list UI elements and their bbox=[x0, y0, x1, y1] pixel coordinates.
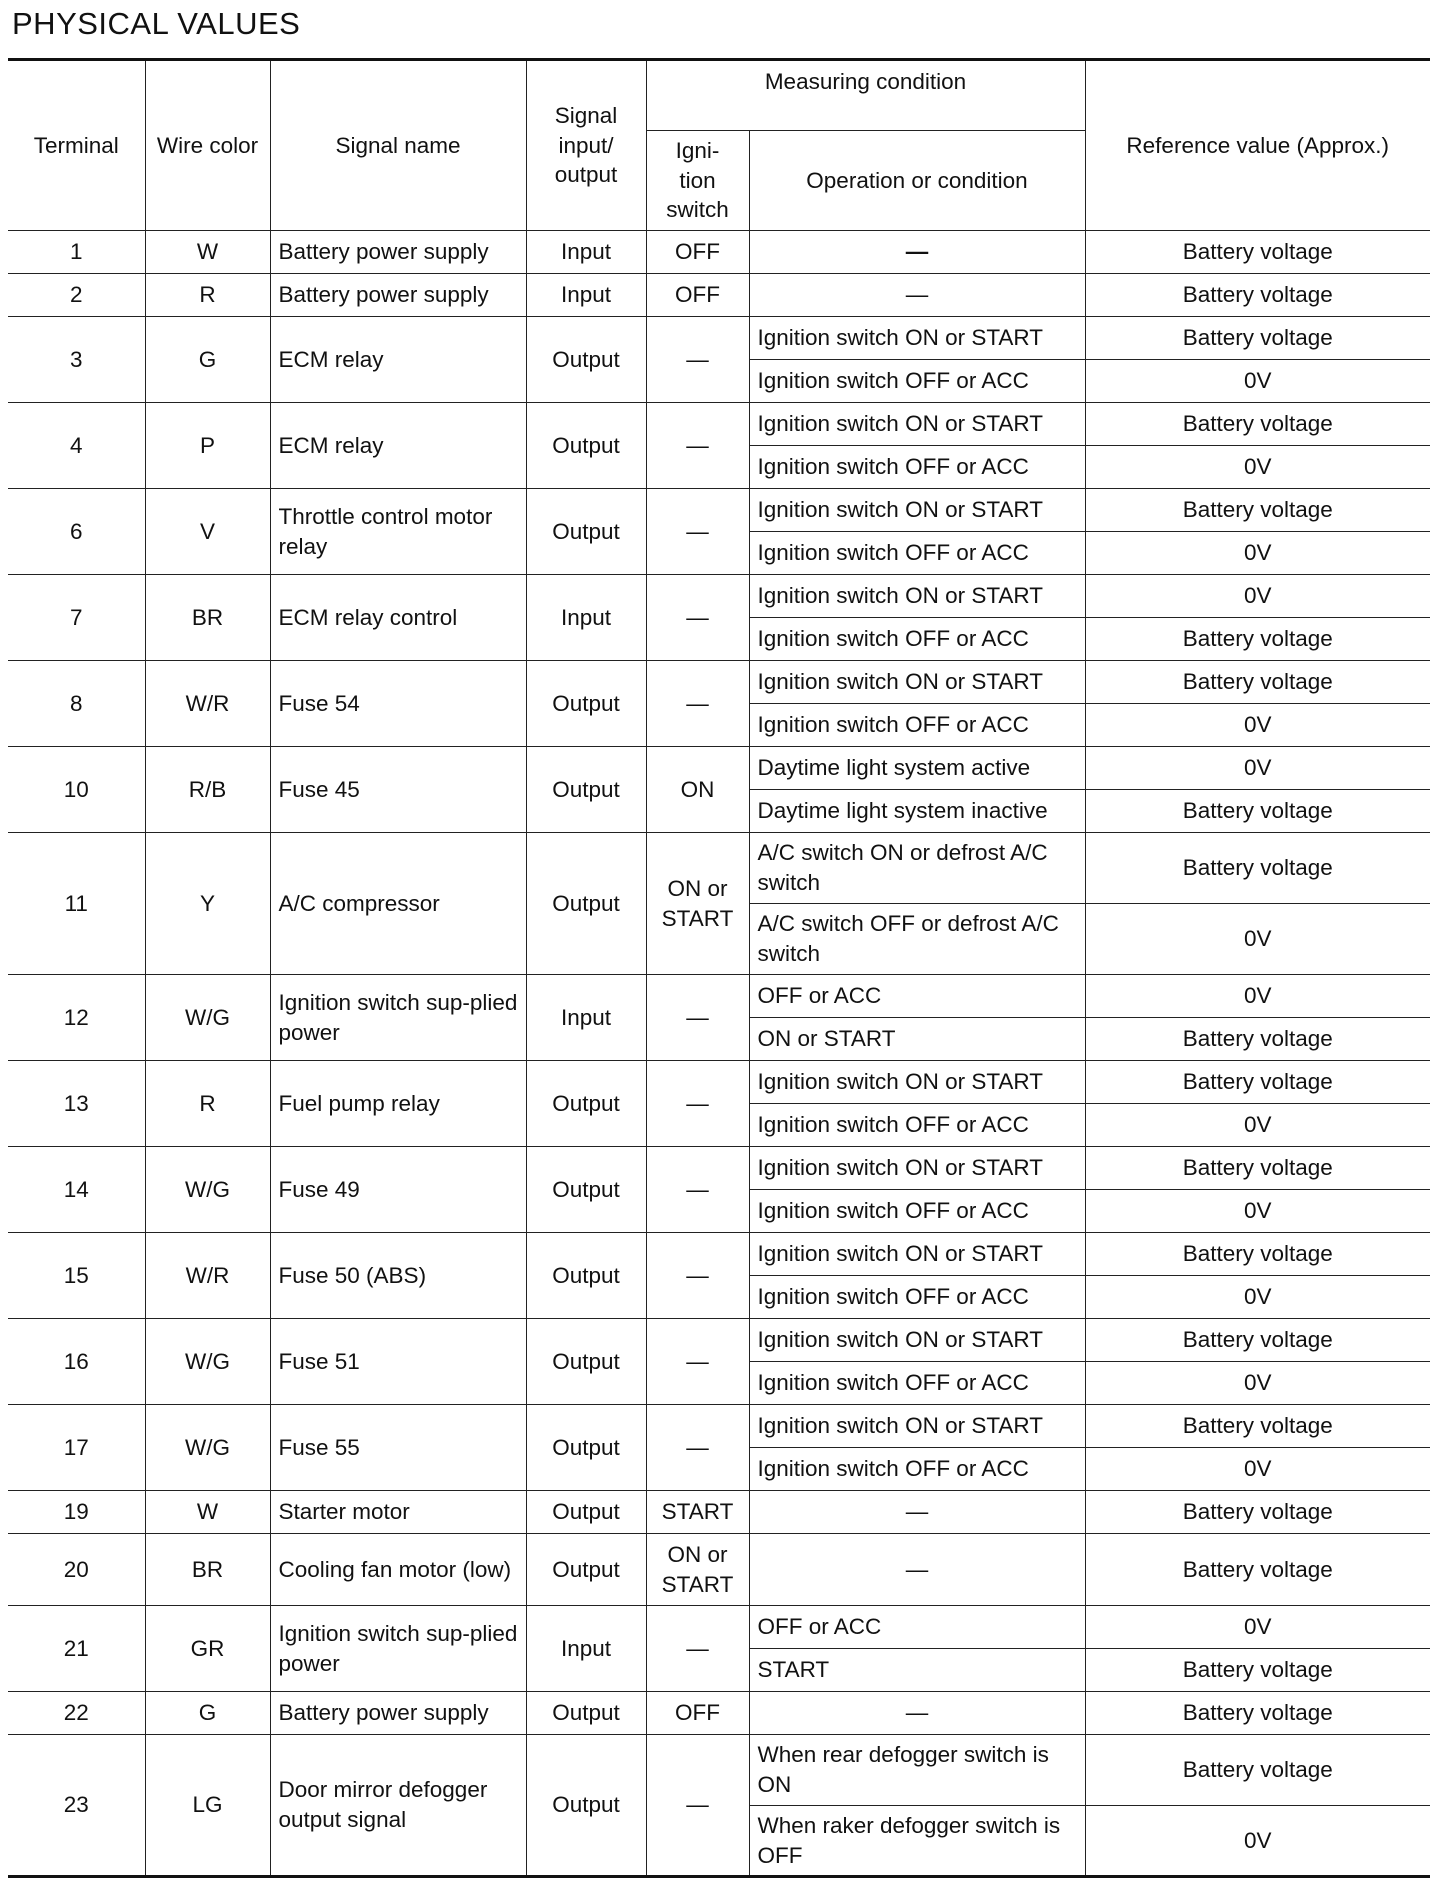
cell-wire-color: R/B bbox=[145, 747, 270, 833]
cell-ignition-switch: OFF bbox=[646, 231, 749, 274]
cell-terminal: 1 bbox=[8, 231, 145, 274]
cell-operation-condition: Daytime light system inactive bbox=[749, 790, 1085, 833]
cell-signal-io: Output bbox=[526, 1147, 646, 1233]
cell-signal-name: A/C compressor bbox=[270, 833, 526, 975]
cell-ignition-switch: — bbox=[646, 403, 749, 489]
cell-signal-name: Fuel pump relay bbox=[270, 1061, 526, 1147]
cell-terminal: 14 bbox=[8, 1147, 145, 1233]
table-row bbox=[8, 274, 1430, 317]
cell-wire-color: BR bbox=[145, 575, 270, 661]
table-row bbox=[8, 1534, 1430, 1606]
cell-signal-io: Output bbox=[526, 1319, 646, 1405]
table-row bbox=[8, 403, 1430, 446]
cell-wire-color: W bbox=[145, 231, 270, 274]
cell-wire-color: W/G bbox=[145, 1147, 270, 1233]
cell-reference-value: 0V bbox=[1085, 575, 1430, 618]
cell-operation-condition: Daytime light system active bbox=[749, 747, 1085, 790]
cell-operation-condition: A/C switch ON or defrost A/C switch bbox=[749, 833, 1085, 904]
physical-values-table bbox=[8, 58, 1430, 1878]
cell-wire-color: W/G bbox=[145, 1319, 270, 1405]
cell-wire-color: V bbox=[145, 489, 270, 575]
cell-reference-value: Battery voltage bbox=[1085, 661, 1430, 704]
cell-reference-value: Battery voltage bbox=[1085, 274, 1430, 317]
cell-reference-value: 0V bbox=[1085, 904, 1430, 975]
cell-signal-io: Output bbox=[526, 403, 646, 489]
physical-values-table-wrapper bbox=[8, 58, 1430, 1878]
cell-signal-name: Fuse 49 bbox=[270, 1147, 526, 1233]
header-signal-name: Signal name bbox=[270, 60, 526, 231]
header-wire-color: Wire color bbox=[145, 60, 270, 231]
cell-signal-name: ECM relay bbox=[270, 317, 526, 403]
cell-signal-io: Output bbox=[526, 1061, 646, 1147]
cell-ignition-switch: — bbox=[646, 1147, 749, 1233]
table-row bbox=[8, 975, 1430, 1018]
cell-reference-value: Battery voltage bbox=[1085, 1692, 1430, 1735]
cell-signal-name: Fuse 55 bbox=[270, 1405, 526, 1491]
cell-operation-condition: Ignition switch ON or START bbox=[749, 661, 1085, 704]
cell-operation-condition: Ignition switch OFF or ACC bbox=[749, 618, 1085, 661]
cell-terminal: 2 bbox=[8, 274, 145, 317]
cell-terminal: 11 bbox=[8, 833, 145, 975]
cell-signal-name: Starter motor bbox=[270, 1491, 526, 1534]
table-row bbox=[8, 833, 1430, 904]
cell-reference-value: 0V bbox=[1085, 1104, 1430, 1147]
cell-signal-io: Input bbox=[526, 575, 646, 661]
cell-signal-name: Battery power supply bbox=[270, 274, 526, 317]
cell-terminal: 10 bbox=[8, 747, 145, 833]
cell-reference-value: Battery voltage bbox=[1085, 489, 1430, 532]
cell-operation-condition: Ignition switch OFF or ACC bbox=[749, 1104, 1085, 1147]
cell-wire-color: W/G bbox=[145, 1405, 270, 1491]
cell-terminal: 3 bbox=[8, 317, 145, 403]
cell-reference-value: Battery voltage bbox=[1085, 317, 1430, 360]
cell-reference-value: 0V bbox=[1085, 1806, 1430, 1877]
cell-reference-value: Battery voltage bbox=[1085, 618, 1430, 661]
cell-terminal: 17 bbox=[8, 1405, 145, 1491]
cell-wire-color: W/G bbox=[145, 975, 270, 1061]
cell-signal-io: Output bbox=[526, 489, 646, 575]
cell-ignition-switch: — bbox=[646, 1405, 749, 1491]
cell-terminal: 23 bbox=[8, 1735, 145, 1877]
cell-operation-condition: When raker defogger switch is OFF bbox=[749, 1806, 1085, 1877]
cell-reference-value: Battery voltage bbox=[1085, 231, 1430, 274]
table-row bbox=[8, 1405, 1430, 1448]
cell-reference-value: Battery voltage bbox=[1085, 1147, 1430, 1190]
header-measuring-condition: Measuring condition bbox=[646, 60, 1085, 131]
cell-ignition-switch: ON bbox=[646, 747, 749, 833]
cell-terminal: 21 bbox=[8, 1606, 145, 1692]
cell-signal-io: Output bbox=[526, 1491, 646, 1534]
cell-operation-condition: OFF or ACC bbox=[749, 975, 1085, 1018]
cell-operation-condition: Ignition switch ON or START bbox=[749, 1233, 1085, 1276]
cell-wire-color: R bbox=[145, 1061, 270, 1147]
cell-wire-color: W/R bbox=[145, 1233, 270, 1319]
cell-operation-condition: Ignition switch ON or START bbox=[749, 1319, 1085, 1362]
header-ignition-switch: Igni- tion switch bbox=[646, 131, 749, 231]
cell-reference-value: Battery voltage bbox=[1085, 1405, 1430, 1448]
cell-ignition-switch: — bbox=[646, 489, 749, 575]
cell-ignition-switch: — bbox=[646, 1735, 749, 1877]
cell-reference-value: 0V bbox=[1085, 360, 1430, 403]
cell-ignition-switch: — bbox=[646, 1319, 749, 1405]
cell-operation-condition: OFF or ACC bbox=[749, 1606, 1085, 1649]
cell-operation-condition: — bbox=[749, 1534, 1085, 1606]
cell-operation-condition: Ignition switch OFF or ACC bbox=[749, 1190, 1085, 1233]
cell-operation-condition: Ignition switch OFF or ACC bbox=[749, 532, 1085, 575]
cell-terminal: 6 bbox=[8, 489, 145, 575]
cell-signal-name: Door mirror defogger output signal bbox=[270, 1735, 526, 1877]
table-row bbox=[8, 1735, 1430, 1806]
cell-reference-value: 0V bbox=[1085, 1448, 1430, 1491]
cell-operation-condition: A/C switch OFF or defrost A/C switch bbox=[749, 904, 1085, 975]
cell-signal-name: Fuse 51 bbox=[270, 1319, 526, 1405]
page-title: PHYSICAL VALUES bbox=[12, 6, 301, 41]
cell-wire-color: W/R bbox=[145, 661, 270, 747]
cell-signal-io: Output bbox=[526, 1534, 646, 1606]
cell-operation-condition: When rear defogger switch is ON bbox=[749, 1735, 1085, 1806]
cell-ignition-switch: START bbox=[646, 1491, 749, 1534]
cell-signal-name: Fuse 45 bbox=[270, 747, 526, 833]
cell-signal-io: Input bbox=[526, 975, 646, 1061]
cell-terminal: 16 bbox=[8, 1319, 145, 1405]
cell-signal-io: Input bbox=[526, 231, 646, 274]
table-row bbox=[8, 747, 1430, 790]
cell-terminal: 4 bbox=[8, 403, 145, 489]
cell-reference-value: Battery voltage bbox=[1085, 1649, 1430, 1692]
cell-signal-io: Output bbox=[526, 1692, 646, 1735]
cell-terminal: 12 bbox=[8, 975, 145, 1061]
cell-operation-condition: START bbox=[749, 1649, 1085, 1692]
cell-operation-condition: Ignition switch ON or START bbox=[749, 575, 1085, 618]
cell-ignition-switch: — bbox=[646, 661, 749, 747]
cell-ignition-switch: ON or START bbox=[646, 1534, 749, 1606]
cell-operation-condition: Ignition switch ON or START bbox=[749, 317, 1085, 360]
cell-operation-condition: Ignition switch ON or START bbox=[749, 1147, 1085, 1190]
table-row bbox=[8, 1319, 1430, 1362]
cell-wire-color: R bbox=[145, 274, 270, 317]
table-row bbox=[8, 231, 1430, 274]
cell-signal-io: Output bbox=[526, 317, 646, 403]
cell-signal-io: Output bbox=[526, 1405, 646, 1491]
cell-ignition-switch: OFF bbox=[646, 1692, 749, 1735]
cell-reference-value: Battery voltage bbox=[1085, 1491, 1430, 1534]
cell-operation-condition: Ignition switch ON or START bbox=[749, 1405, 1085, 1448]
table-row bbox=[8, 1491, 1430, 1534]
table-row bbox=[8, 661, 1430, 704]
cell-wire-color: P bbox=[145, 403, 270, 489]
cell-operation-condition: Ignition switch OFF or ACC bbox=[749, 1276, 1085, 1319]
cell-reference-value: Battery voltage bbox=[1085, 790, 1430, 833]
cell-wire-color: GR bbox=[145, 1606, 270, 1692]
cell-reference-value: 0V bbox=[1085, 975, 1430, 1018]
cell-operation-condition: — bbox=[749, 274, 1085, 317]
header-operation-condition: Operation or condition bbox=[749, 131, 1085, 231]
cell-signal-name: ECM relay control bbox=[270, 575, 526, 661]
cell-signal-name: ECM relay bbox=[270, 403, 526, 489]
header-reference-value: Reference value (Approx.) bbox=[1085, 60, 1430, 231]
cell-reference-value: 0V bbox=[1085, 1606, 1430, 1649]
cell-terminal: 7 bbox=[8, 575, 145, 661]
cell-signal-io: Output bbox=[526, 833, 646, 975]
cell-signal-name: Fuse 54 bbox=[270, 661, 526, 747]
cell-terminal: 8 bbox=[8, 661, 145, 747]
cell-signal-name: Fuse 50 (ABS) bbox=[270, 1233, 526, 1319]
cell-ignition-switch: — bbox=[646, 975, 749, 1061]
cell-ignition-switch: — bbox=[646, 317, 749, 403]
cell-reference-value: Battery voltage bbox=[1085, 1061, 1430, 1104]
cell-wire-color: G bbox=[145, 317, 270, 403]
table-row bbox=[8, 1233, 1430, 1276]
cell-reference-value: 0V bbox=[1085, 1276, 1430, 1319]
table-row bbox=[8, 1692, 1430, 1735]
cell-operation-condition: ON or START bbox=[749, 1018, 1085, 1061]
cell-ignition-switch: — bbox=[646, 575, 749, 661]
cell-reference-value: Battery voltage bbox=[1085, 1319, 1430, 1362]
cell-signal-name: Throttle control motor relay bbox=[270, 489, 526, 575]
cell-terminal: 22 bbox=[8, 1692, 145, 1735]
cell-reference-value: Battery voltage bbox=[1085, 1534, 1430, 1606]
table-row bbox=[8, 1061, 1430, 1104]
cell-operation-condition: — bbox=[749, 1692, 1085, 1735]
table-row bbox=[8, 575, 1430, 618]
table-body bbox=[8, 231, 1430, 1877]
cell-terminal: 20 bbox=[8, 1534, 145, 1606]
cell-operation-condition: Ignition switch OFF or ACC bbox=[749, 1448, 1085, 1491]
table-row bbox=[8, 1606, 1430, 1649]
cell-ignition-switch: ON or START bbox=[646, 833, 749, 975]
cell-operation-condition: Ignition switch OFF or ACC bbox=[749, 704, 1085, 747]
cell-reference-value: 0V bbox=[1085, 1362, 1430, 1405]
cell-ignition-switch: — bbox=[646, 1061, 749, 1147]
cell-signal-name: Battery power supply bbox=[270, 231, 526, 274]
cell-reference-value: 0V bbox=[1085, 1190, 1430, 1233]
cell-reference-value: Battery voltage bbox=[1085, 1018, 1430, 1061]
header-signal-io: Signal input/ output bbox=[526, 60, 646, 231]
cell-signal-io: Input bbox=[526, 1606, 646, 1692]
cell-ignition-switch: OFF bbox=[646, 274, 749, 317]
table-row bbox=[8, 317, 1430, 360]
cell-wire-color: LG bbox=[145, 1735, 270, 1877]
cell-ignition-switch: — bbox=[646, 1233, 749, 1319]
cell-wire-color: G bbox=[145, 1692, 270, 1735]
cell-operation-condition: Ignition switch OFF or ACC bbox=[749, 1362, 1085, 1405]
cell-signal-io: Output bbox=[526, 661, 646, 747]
cell-reference-value: 0V bbox=[1085, 532, 1430, 575]
cell-terminal: 15 bbox=[8, 1233, 145, 1319]
cell-signal-io: Output bbox=[526, 1233, 646, 1319]
cell-reference-value: Battery voltage bbox=[1085, 1233, 1430, 1276]
cell-signal-io: Output bbox=[526, 1735, 646, 1877]
cell-operation-condition: Ignition switch OFF or ACC bbox=[749, 446, 1085, 489]
cell-operation-condition: Ignition switch ON or START bbox=[749, 1061, 1085, 1104]
cell-signal-io: Input bbox=[526, 274, 646, 317]
cell-terminal: 13 bbox=[8, 1061, 145, 1147]
cell-wire-color: BR bbox=[145, 1534, 270, 1606]
cell-operation-condition: — bbox=[749, 1491, 1085, 1534]
cell-signal-name: Ignition switch sup-plied power bbox=[270, 1606, 526, 1692]
cell-reference-value: Battery voltage bbox=[1085, 1735, 1430, 1806]
cell-wire-color: W bbox=[145, 1491, 270, 1534]
cell-signal-name: Cooling fan motor (low) bbox=[270, 1534, 526, 1606]
cell-reference-value: Battery voltage bbox=[1085, 403, 1430, 446]
cell-operation-condition: Ignition switch ON or START bbox=[749, 489, 1085, 532]
cell-signal-name: Battery power supply bbox=[270, 1692, 526, 1735]
header-terminal: Terminal bbox=[8, 60, 145, 231]
cell-signal-name: Ignition switch sup-plied power bbox=[270, 975, 526, 1061]
cell-operation-condition: Ignition switch ON or START bbox=[749, 403, 1085, 446]
cell-reference-value: Battery voltage bbox=[1085, 833, 1430, 904]
cell-operation-condition: — bbox=[749, 231, 1085, 274]
table-row bbox=[8, 1147, 1430, 1190]
cell-signal-io: Output bbox=[526, 747, 646, 833]
cell-reference-value: 0V bbox=[1085, 747, 1430, 790]
cell-terminal: 19 bbox=[8, 1491, 145, 1534]
cell-reference-value: 0V bbox=[1085, 704, 1430, 747]
cell-operation-condition: Ignition switch OFF or ACC bbox=[749, 360, 1085, 403]
table-row bbox=[8, 489, 1430, 532]
cell-wire-color: Y bbox=[145, 833, 270, 975]
cell-ignition-switch: — bbox=[646, 1606, 749, 1692]
cell-reference-value: 0V bbox=[1085, 446, 1430, 489]
